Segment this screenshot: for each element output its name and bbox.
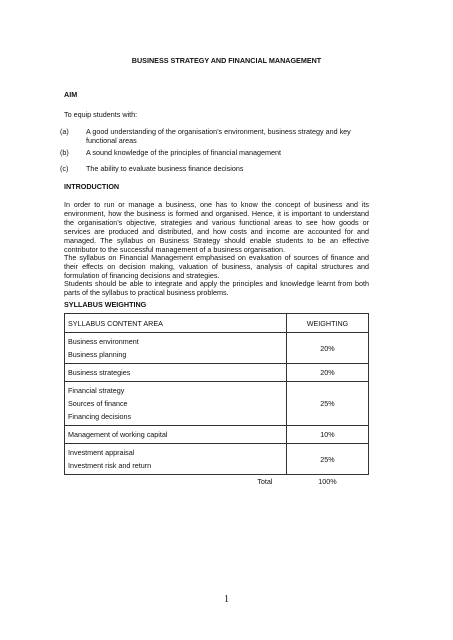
table-cell-weight: 25% <box>287 382 369 426</box>
table-cell-weight: 25% <box>287 444 369 475</box>
table-header-weighting: WEIGHTING <box>287 314 369 333</box>
aim-item-text: A sound knowledge of the principles of financial management <box>86 148 281 157</box>
table-cell-weight: 20% <box>287 364 369 382</box>
total-label: Total <box>257 477 273 486</box>
content-area-line: Financial strategy <box>68 386 125 395</box>
table-row <box>65 382 369 426</box>
page-title: BUSINESS STRATEGY AND FINANCIAL MANAGEMENT <box>131 56 322 65</box>
content-area-line: Business planning <box>68 350 127 359</box>
table-header-row <box>65 314 369 333</box>
total-value: 100% <box>318 477 337 486</box>
syllabus-weighting-table <box>64 313 369 488</box>
introduction-paragraph-1: In order to run or manage a business, one has to know the concept of business and its environment, how the business is formed and organised. Hence, it is important to understand the organisation’s objective, strategies and various functional areas to see how goods or services are produced and distributed, and how costs and income are accounted for and managed. The syllabus on Business Strategy should enable students to be an effective contributor to the successful management of a business organisation. <box>64 200 369 254</box>
aim-heading: AIM <box>64 90 78 99</box>
table-row <box>65 333 369 364</box>
table-cell-area <box>65 444 287 475</box>
content-area-line: Business strategies <box>68 368 131 377</box>
page-number: 1 <box>224 594 229 605</box>
table-cell-area <box>65 364 287 382</box>
content-area-line: Investment risk and return <box>68 461 152 470</box>
aim-item-text: A good understanding of the organisation’s environment, business strategy and key functional areas <box>86 127 351 145</box>
content-area-line: Financing decisions <box>68 412 132 421</box>
introduction-paragraph-2: The syllabus on Financial Management emphasised on evaluation of sources of finance and their effects on decision making, valuation of business, analysis of capital structures and formulation of financing decisions and strategies. <box>64 253 369 280</box>
table-cell-area <box>65 333 287 364</box>
content-area-line: Investment appraisal <box>68 448 135 457</box>
table-row <box>65 444 369 475</box>
aim-item-label: (c) <box>60 164 69 173</box>
content-area-line: Sources of finance <box>68 399 128 408</box>
table-cell-area <box>65 426 287 444</box>
aim-item-label: (a) <box>60 127 69 136</box>
introduction-paragraph-3: Students should be able to integrate and apply the principles and knowledge learnt from both parts of the syllabus to practical business problems. <box>64 279 369 297</box>
table-row <box>65 426 369 444</box>
table-cell-area <box>65 382 287 426</box>
content-area-line: Management of working capital <box>68 430 168 439</box>
table-cell-weight: 10% <box>287 426 369 444</box>
aim-item-text: The ability to evaluate business finance decisions <box>86 164 244 173</box>
aim-intro: To equip students with: <box>64 110 138 119</box>
table-row <box>65 364 369 382</box>
weighting-heading: SYLLABUS WEIGHTING <box>64 300 147 309</box>
table-cell-weight: 20% <box>287 333 369 364</box>
table-total-row <box>65 475 369 489</box>
aim-item-label: (b) <box>60 148 69 157</box>
introduction-heading: INTRODUCTION <box>64 182 120 191</box>
table-header-area: SYLLABUS CONTENT AREA <box>65 314 287 333</box>
content-area-line: Business environment <box>68 337 139 346</box>
